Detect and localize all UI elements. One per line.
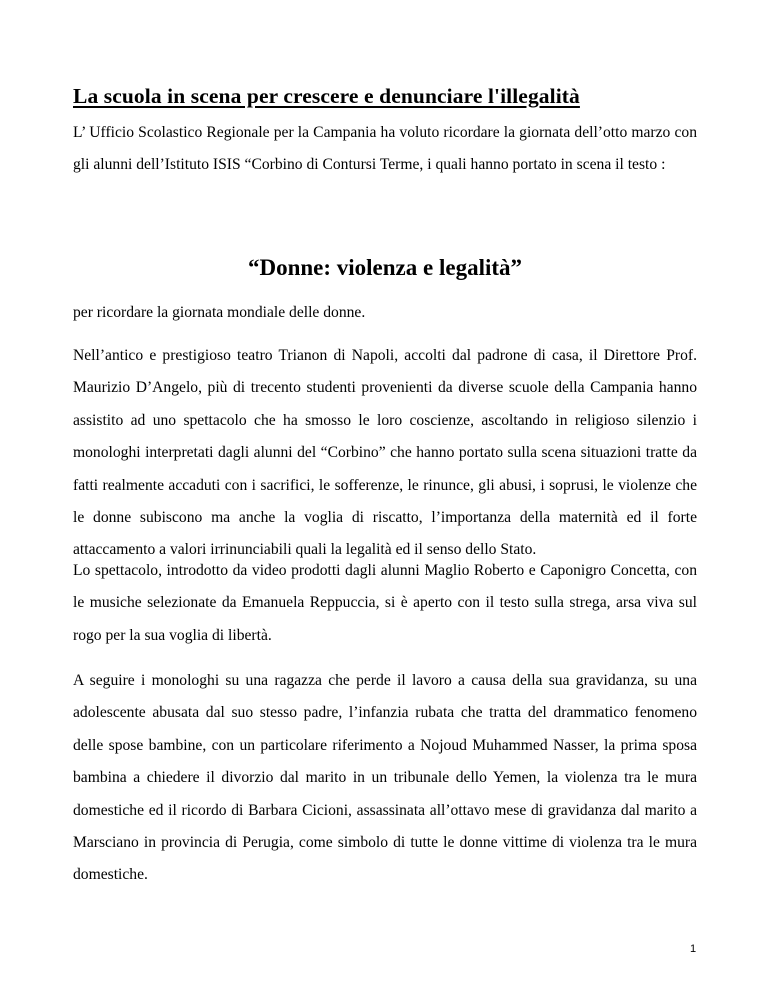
monologues-paragraph: A seguire i monologhi su una ragazza che perde il lavoro a causa della sua gravidanza, su una adolescente abusata dal suo stesso padre, l’infanzia rubata che tratta del drammatico fenomeno delle spose bambine, con un particolare riferimento a Nojoud Muhammed Nasser, la prima sposa bambina a chiedere il divorzio dal marito in un tribunale dello Yemen, la violenza tra le mura domestiche ed il ricordo di Barbara Cicioni, assassinata all’ottavo mese di gravidanza dal marito a Marsciano in provincia di Perugia, come simbolo di tutte le donne vittime di violenza tra le mura domestiche. xyxy=(73,672,697,884)
page-number: 1 xyxy=(690,943,697,955)
play-title: “Donne: violenza e legalità” xyxy=(247,255,523,280)
theatre-paragraph: Nell’antico e prestigioso teatro Trianon di Napoli, accolti dal padrone di casa, il Direttore Prof. Maurizio D’Angelo, più di trecento studenti provenienti da diverse scuole della Campania hanno assistito ad uno spettacolo che ha smosso le loro coscienze, ascoltando in religioso silenzio i monologhi interpretati dagli alunni del “Corbino” che hanno portato sulla scena situazioni tratte da fatti realmente accaduti con i sacrifici, le sofferenze, le rinunce, gli abusi, i soprusi, le violenze che le donne subiscono ma anche la voglia di riscatto, l’importanza della maternità ed il forte attaccamento a valori irrinunciabili quali la legalità ed il senso dello Stato. xyxy=(73,347,697,559)
purpose-paragraph: per ricordare la giornata mondiale delle donne. xyxy=(73,304,366,321)
intro-paragraph: L’ Ufficio Scolastico Regionale per la Campania ha voluto ricordare la giornata dell’otto marzo con gli alunni dell’Istituto ISIS “Corbino di Contursi Terme, i quali hanno portato in scena il testo : xyxy=(73,124,697,174)
document-title: La scuola in scena per crescere e denunciare l'illegalità xyxy=(73,84,580,108)
show-paragraph: Lo spettacolo, introdotto da video prodotti dagli alunni Maglio Roberto e Caponigro Concetta, con le musiche selezionate da Emanuela Reppuccia, si è aperto con il testo sulla strega, arsa viva sul rogo per la sua voglia di libertà. xyxy=(73,562,697,644)
